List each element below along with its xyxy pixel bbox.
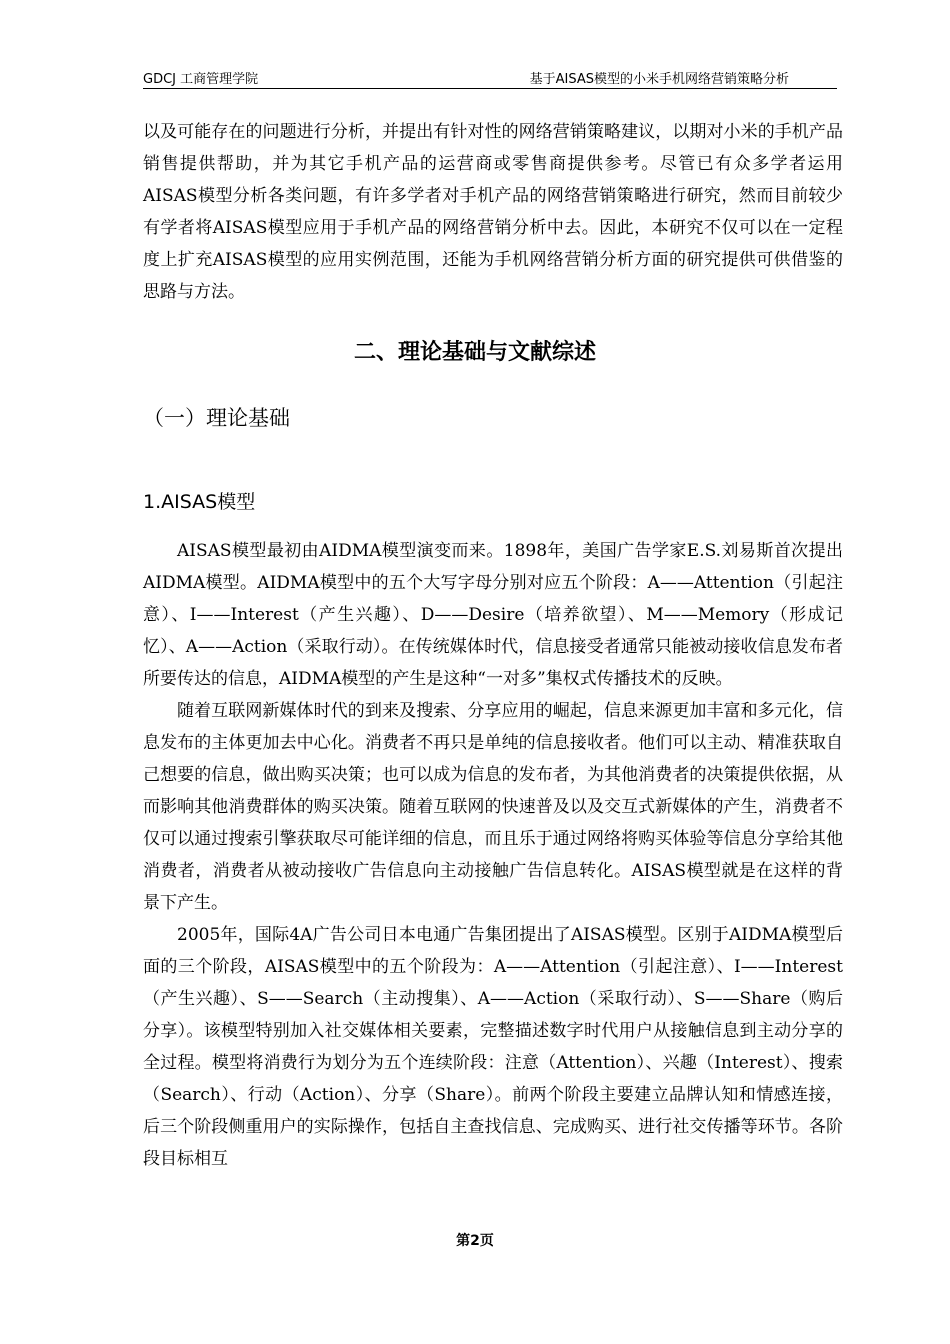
body-block [143, 535, 843, 1175]
paragraph: 2005年，国际4A广告公司日本电通广告集团提出了AISAS模型。区别于AIDMA模型后面的三个阶段，AISAS模型中的五个阶段为：A——Attention（引起注意）、I——Interest（产生兴趣）、S——Search（主动搜集）、A——Action（采取行动）、S——Share（购后分享）。该模型特别加入社交媒体相关要素，完整描述数字时代用户从接触信息到主动分享的全过程。模型将消费行为划分为五个连续阶段：注意（Attention）、兴趣（Interest）、搜索（Search）、行动（Action）、分享（Share）。前两个阶段主要建立品牌认知和情感连接，后三个阶段侧重用户的实际操作，包括自主查找信息、完成购买、进行社交传播等环节。各阶段目标相互 [143, 925, 843, 1169]
subsubsection-title: 1.AISAS模型 [143, 491, 256, 513]
paragraph: AISAS模型最初由AIDMA模型演变而来。1898年，美国广告学家E.S.刘易斯首次提出AIDMA模型。AIDMA模型中的五个大写字母分别对应五个阶段：A——Attention（引起注意）、I——Interest（产生兴趣）、D——Desire（培养欲望）、M——Memory（形成记忆）、A——Action（采取行动）。在传统媒体时代，信息接受者通常只能被动接收信息发布者所要传达的信息，AIDMA模型的产生是这种“一对多”集权式传播技术的反映。 [143, 541, 843, 689]
subsection-title: （一）理论基础 [143, 406, 290, 430]
intro-paragraph: 以及可能存在的问题进行分析，并提出有针对性的网络营销策略建议，以期对小米的手机产品销售提供帮助，并为其它手机产品的运营商或零售商提供参考。尽管已有众多学者运用AISAS模型分析各类问题，有许多学者对手机产品的网络营销策略进行研究，然而目前较少有学者将AISAS模型应用于手机产品的网络营销分析中去。因此，本研究不仅可以在一定程度上扩充AISAS模型的应用实例范围，还能为手机网络营销分析方面的研究提供可供借鉴的思路与方法。 [143, 122, 843, 302]
intro-block [143, 116, 843, 308]
page-number: 第2页 [456, 1233, 494, 1249]
page-header [143, 64, 837, 89]
paragraph: 随着互联网新媒体时代的到来及搜索、分享应用的崛起，信息来源更加丰富和多元化，信息发布的主体更加去中心化。消费者不再只是单纯的信息接收者。他们可以主动、精准获取自己想要的信息，做出购买决策；也可以成为信息的发布者，为其他消费者的决策提供依据，从而影响其他消费群体的购买决策。随着互联网的快速普及以及交互式新媒体的产生，消费者不仅可以通过搜索引擎获取尽可能详细的信息，而且乐于通过网络将购买体验等信息分享给其他消费者，消费者从被动接收广告信息向主动接触广告信息转化。AISAS模型就是在这样的背景下产生。 [143, 701, 843, 913]
header-paper-title: 基于AISAS模型的小米手机网络营销策略分析 [529, 72, 789, 87]
header-institution: GDCJ 工商管理学院 [143, 72, 259, 87]
section-title: 二、理论基础与文献综述 [353, 340, 596, 365]
